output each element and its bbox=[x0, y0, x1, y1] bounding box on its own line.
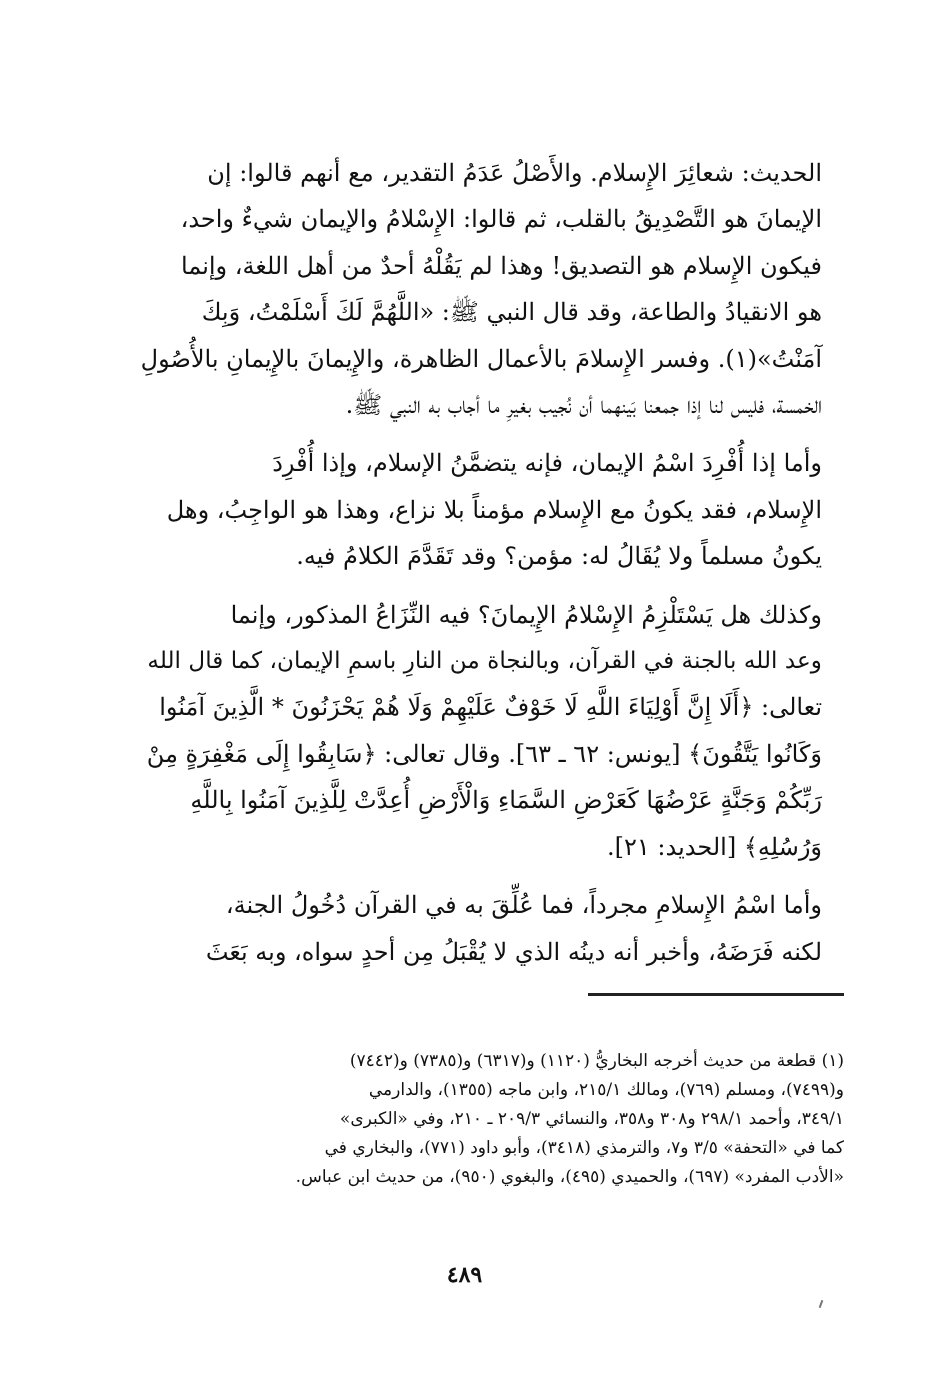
text-line: وكذلك هل يَسْتَلْزِمُ الإِسْلامُ الإِيمانَ؟ فيه النِّزَاعُ المذكور، وإنما bbox=[230, 600, 822, 629]
text-line: فيكون الإِسلام هو التصديق! وهذا لم يَقُلْهُ أحدٌ من أهل اللغة، وإنما bbox=[181, 251, 822, 280]
text-line: وعد الله بالجنة في القرآن، وبالنجاة من النارِ باسمِ الإيمان، كما قال الله bbox=[147, 647, 822, 675]
text-line: لكنه فَرَضَهُ، وأخبر أنه دينُه الذي لا يُقْبَلُ مِن أحدٍ سواه، وبه بَعَثَ bbox=[205, 937, 822, 966]
text-line: هو الانقيادُ والطاعة، وقد قال النبي ﷺ: «اللَّهُمَّ لَكَ أَسْلَمْتُ، وَبِكَ bbox=[201, 298, 822, 327]
paragraph-2 bbox=[140, 440, 822, 579]
text-line: وَرُسُلِهِ﴾ [الحديد: ٢١]. bbox=[607, 832, 822, 861]
text-line: وأما إذا أُفْرِدَ اسْمُ الإيمان، فإنه يتضمَّنُ الإسلام، وإذا أُفْرِدَ bbox=[272, 449, 822, 478]
footnote-separator bbox=[588, 993, 844, 996]
footnote-line: و(٧٤٩٩)، ومسلم (٧٦٩)، ومالك ٢١٥/١، وابن ماجه (١٣٥٥)، والدارمي bbox=[368, 1080, 844, 1100]
text-line: آمَنْتُ»(١). وفسر الإِسلامَ بالأعمال الظاهرة، والإِيمانَ بالإِيمانِ بالأُصُولِ bbox=[140, 344, 822, 373]
text-line: تعالى: ﴿أَلَا إِنَّ أَوْلِيَاءَ اللَّهِ لَا خَوْفٌ عَلَيْهِمْ وَلَا هُمْ يَحْزَنُونَ * الَّذِينَ آمَنُوا bbox=[159, 693, 822, 722]
scan-speck bbox=[819, 1300, 824, 1308]
text-line: يكونُ مسلماً ولا يُقَالُ له: مؤمن؟ وقد تَقَدَّمَ الكلامُ فيه. bbox=[296, 542, 822, 571]
text-line: رَبِّكُمْ وَجَنَّةٍ عَرْضُهَا كَعَرْضِ السَّمَاءِ وَالْأَرْضِ أُعِدَّتْ لِلَّذِينَ آمَنُوا بِاللَّهِ bbox=[190, 786, 822, 815]
text-line: الإِسلام، فقد يكونُ مع الإِسلام مؤمناً بلا نزاع، وهذا هو الواجِبُ، وهل bbox=[166, 495, 822, 524]
footnote-line: كما في «التحفة» ٣/٥ و٧، والترمذي (٣٤١٨)، وأبو داود (٧٧١)، والبخاري في bbox=[324, 1138, 844, 1158]
footnote-line: (١) قطعة من حديث أخرجه البخاريُّ (١١٢٠) و(٦٣١٧) و(٧٣٨٥) و(٧٤٤٢) bbox=[349, 1051, 844, 1071]
paragraph-3 bbox=[140, 592, 822, 870]
footnote-line: «الأدب المفرد» (٦٩٧)، والحميدي (٤٩٥)، والبغوي (٩٥٠)، من حديث ابن عباس. bbox=[295, 1167, 844, 1187]
footnote-line: ٣٤٩/١، وأحمد ٢٩٨/١ و٣٠٨ و٣٥٨، والنسائي ٢٠٩/٣ ـ ٢١٠، وفي «الكبرى» bbox=[339, 1109, 844, 1129]
text-line: وأما اسْمُ الإِسلامِ مجرداً، فما عُلِّقَ به في القرآن دُخُولُ الجنة، bbox=[225, 891, 822, 920]
footnotes bbox=[142, 1047, 844, 1192]
main-text bbox=[140, 150, 822, 987]
paragraph-1 bbox=[140, 150, 822, 428]
text-line: الخمسة، فليس لنا إذا جمعنا بَينهما أن نُجيب بغيرِ ما أجاب به النبي ﷺ. bbox=[345, 391, 822, 420]
text-line: الإيمانَ هو التَّصْدِيقُ بالقلب، ثم قالوا: الإِسْلامُ والإيمان شيءٌ واحد، bbox=[180, 205, 822, 234]
paragraph-4 bbox=[140, 882, 822, 975]
page-number: ٤٨٩ bbox=[446, 1262, 483, 1288]
text-line: الحديث: شعائِرَ الإِسلام. والأَصْلُ عَدَمُ التقدير، مع أنهم قالوا: إن bbox=[207, 159, 822, 187]
text-line: وَكَانُوا يَتَّقُونَ﴾ [يونس: ٦٢ ـ ٦٣]. وقال تعالى: ﴿سَابِقُوا إِلَى مَغْفِرَةٍ مِنْ bbox=[146, 739, 822, 768]
